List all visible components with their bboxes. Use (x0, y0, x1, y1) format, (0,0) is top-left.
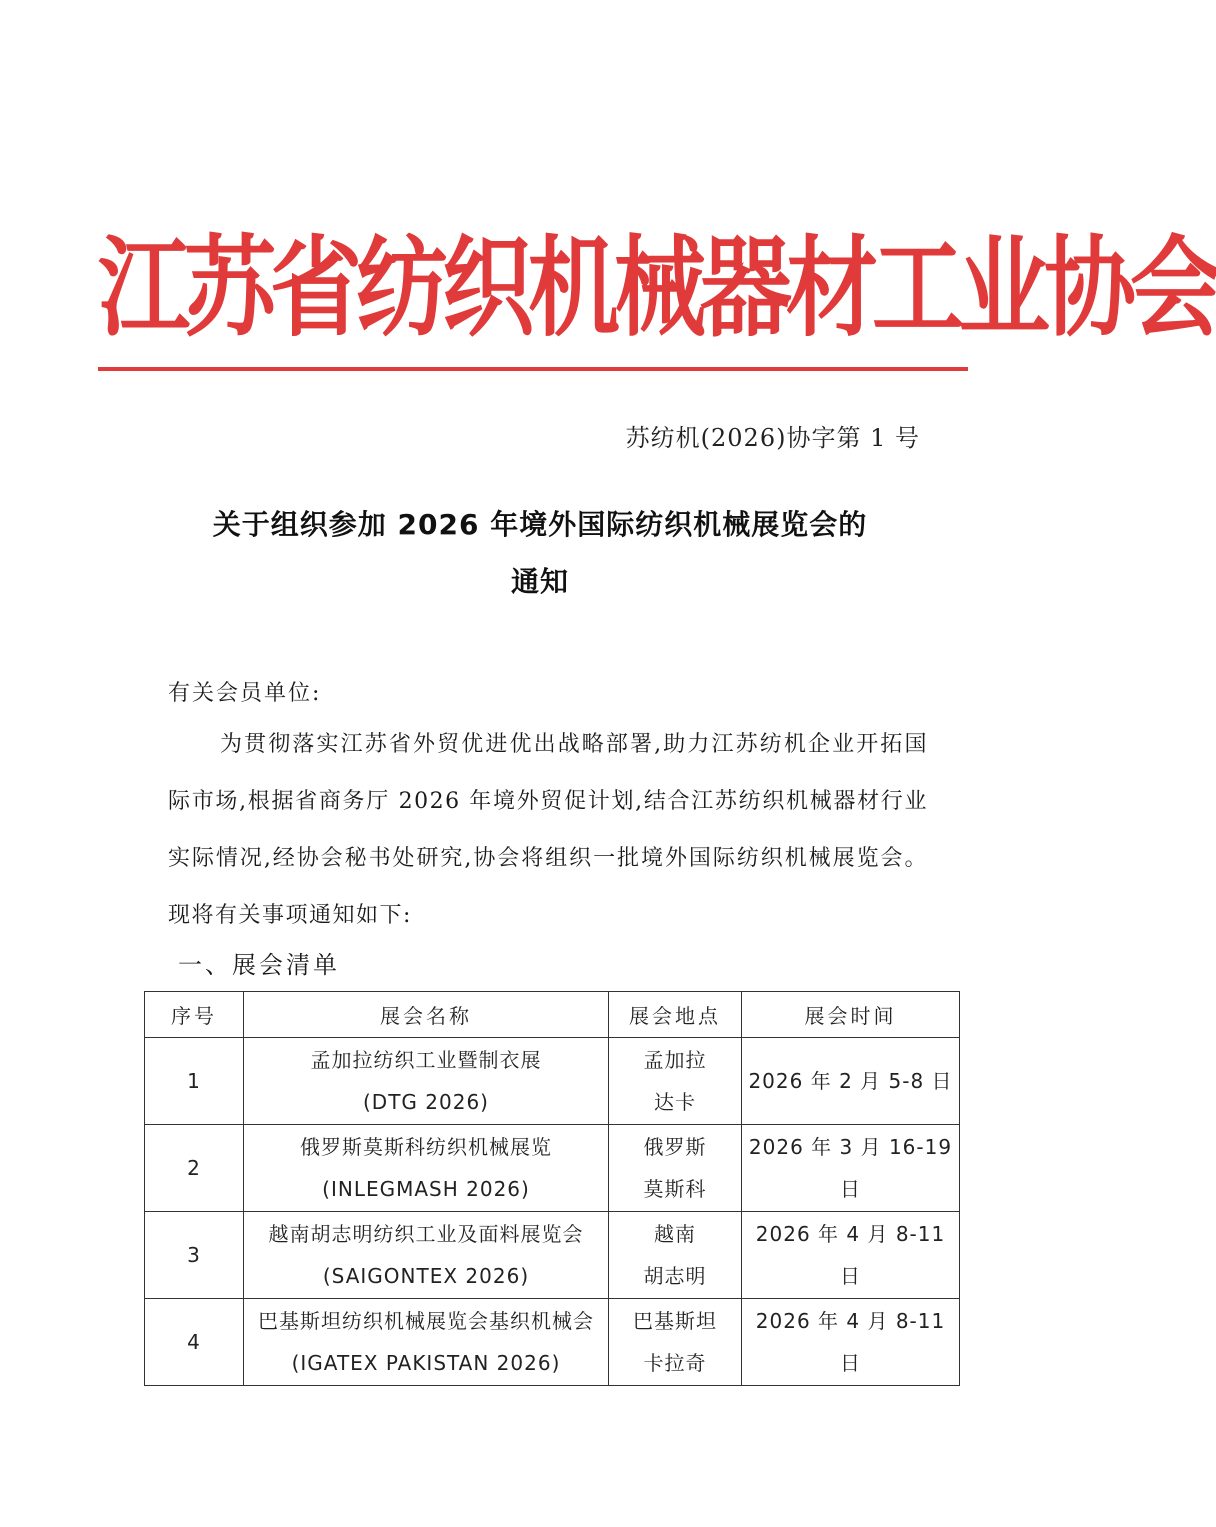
row-date: 2026 年 4 月 8-11 日 (742, 1299, 960, 1386)
location-line1: 俄罗斯 (643, 1135, 707, 1159)
header-name: 展会名称 (244, 992, 609, 1038)
table-row (145, 1299, 960, 1386)
row-name (244, 1299, 609, 1386)
row-name (244, 1038, 609, 1125)
expo-name-cn: 巴基斯坦纺织机械展览会基织机械会 (258, 1309, 594, 1333)
notice-title-line1: 关于组织参加 2026 年境外国际纺织机械展览会的 (212, 508, 868, 541)
table-row (145, 1125, 960, 1212)
salutation: 有关会员单位: (168, 681, 322, 706)
expo-name-en: (DTG 2026) (363, 1090, 489, 1114)
row-no: 2 (145, 1125, 244, 1212)
exhibition-table (144, 991, 960, 1386)
row-location (609, 1038, 742, 1125)
location-line1: 越南 (654, 1222, 696, 1246)
header-no: 序号 (145, 992, 244, 1038)
row-name (244, 1125, 609, 1212)
location-line1: 巴基斯坦 (633, 1309, 717, 1333)
location-line2: 莫斯科 (643, 1177, 707, 1201)
row-location (609, 1212, 742, 1299)
header-date: 展会时间 (742, 992, 960, 1038)
location-line2: 胡志明 (643, 1264, 707, 1288)
location-line2: 卡拉奇 (643, 1351, 707, 1375)
table-row (145, 1212, 960, 1299)
expo-name-en: (IGATEX PAKISTAN 2026) (291, 1351, 561, 1375)
table-row (145, 1038, 960, 1125)
row-name (244, 1212, 609, 1299)
expo-name-cn: 越南胡志明纺织工业及面料展览会 (268, 1222, 584, 1246)
location-line1: 孟加拉 (643, 1048, 707, 1072)
expo-name-en: (SAIGONTEX 2026) (322, 1264, 530, 1288)
row-date: 2026 年 3 月 16-19 日 (742, 1125, 960, 1212)
row-no: 4 (145, 1299, 244, 1386)
letterhead-divider (98, 367, 968, 371)
expo-name-en: (INLEGMASH 2026) (322, 1177, 530, 1201)
section-heading: 一、展会清单 (178, 951, 340, 979)
table-header-row (145, 992, 960, 1038)
row-date: 2026 年 2 月 5-8 日 (742, 1038, 960, 1125)
expo-name-cn: 孟加拉纺织工业暨制衣展 (310, 1048, 542, 1072)
row-no: 3 (145, 1212, 244, 1299)
row-location (609, 1125, 742, 1212)
notice-title-line2: 通知 (510, 565, 569, 598)
row-location (609, 1299, 742, 1386)
location-line2: 达卡 (654, 1090, 696, 1114)
header-location: 展会地点 (609, 992, 742, 1038)
body-paragraph: 为贯彻落实江苏省外贸优进优出战略部署,助力江苏纺机企业开拓国际市场,根据省商务厅 2026 年境外贸促计划,结合江苏纺织机械器材行业实际情况,经协会秘书处研究,协会将组织一批境外国际纺织机械展览会。现将有关事项通知如下: (168, 732, 928, 928)
organization-letterhead: 江苏省纺织机械器材工业协会 (98, 224, 1216, 352)
expo-name-cn: 俄罗斯莫斯科纺织机械展览 (300, 1135, 552, 1159)
row-no: 1 (145, 1038, 244, 1125)
document-number: 苏纺机(2026)协字第 1 号 (625, 424, 920, 452)
row-date: 2026 年 4 月 8-11 日 (742, 1212, 960, 1299)
